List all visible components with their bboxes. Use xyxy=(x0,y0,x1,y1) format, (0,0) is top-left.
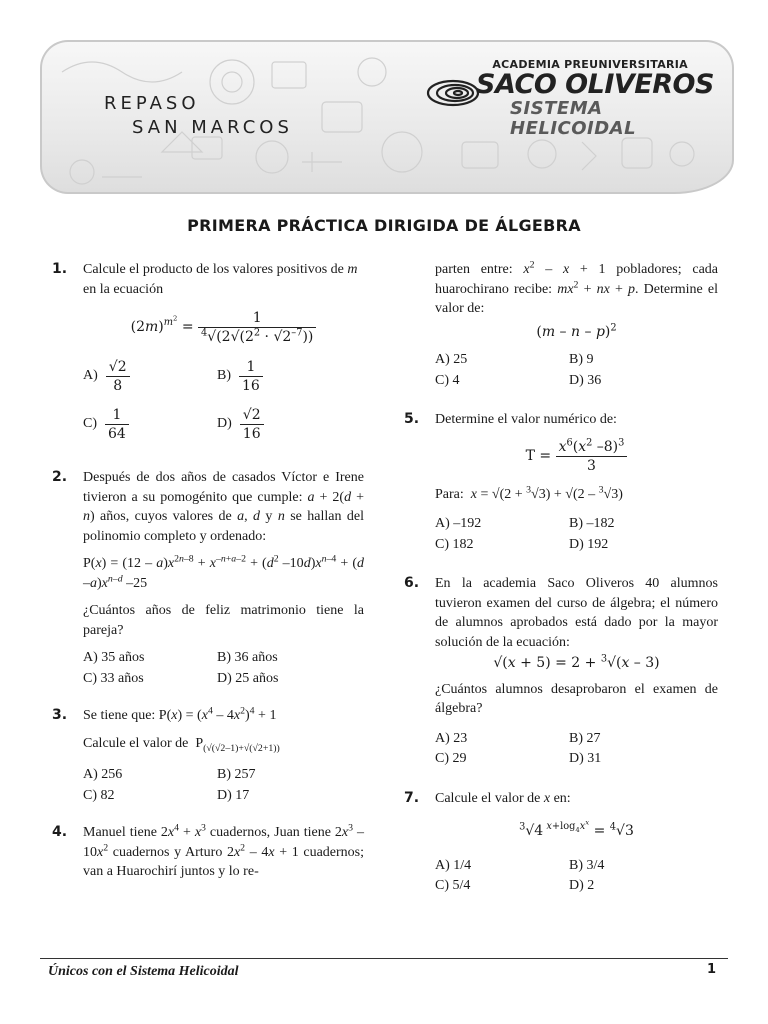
option-c[interactable]: C) $\frac{1}{64}$ xyxy=(83,406,217,443)
options-row xyxy=(83,352,364,400)
repaso-line1: REPASO xyxy=(104,93,200,114)
options xyxy=(435,856,718,896)
option-d[interactable]: D) 36 xyxy=(569,372,602,388)
question-text: Calcule el valor de x en: xyxy=(435,790,571,806)
question-prompt: ¿Cuántos alumnos desaprobaron el examen de álgebra? xyxy=(435,681,718,716)
question-number: 3. xyxy=(52,707,68,723)
page-title: PRIMERA PRÁCTICA DIRIGIDA DE ÁLGEBRA xyxy=(187,216,581,235)
option-c[interactable]: C) 4 xyxy=(435,372,460,388)
question-4-continued xyxy=(404,260,718,390)
option-a[interactable]: A) 23 xyxy=(435,730,468,746)
option-a[interactable]: A) $\frac{√2}{8}$ xyxy=(83,358,217,395)
options xyxy=(435,514,718,554)
left-column xyxy=(52,260,364,882)
option-a[interactable]: A) 35 años xyxy=(83,650,145,665)
option-d[interactable]: D) 25 años xyxy=(217,670,279,686)
options xyxy=(83,648,364,688)
option-b[interactable]: B) 9 xyxy=(569,352,594,367)
option-b[interactable]: B) –182 xyxy=(569,516,615,531)
option-c[interactable]: C) 182 xyxy=(435,536,474,552)
question-2 xyxy=(52,468,364,688)
equation: $(2m)^{m^2}$ = $\frac{1}{^4√(2√(2^2 \cdot √2^{-7}))}$ xyxy=(83,309,364,346)
academy-logo xyxy=(424,58,724,139)
option-c[interactable]: C) 33 años xyxy=(83,670,144,686)
question-5 xyxy=(404,410,718,554)
polynomial: $P(x) = (12 - a)x^{2n-8} + x^{-n+a-2} + (d^2$ $-10d)x^{n-4} + (d$ $-a)x^{n-d}$ –25 xyxy=(83,553,364,591)
question-6 xyxy=(404,574,718,769)
question-7 xyxy=(404,789,718,896)
equation: T = $\frac{x^6(x^2 -8)^3}{3}$ xyxy=(435,438,718,475)
question-text: Determine el valor numérico de: xyxy=(435,412,617,427)
option-d[interactable]: D) 17 xyxy=(217,787,250,803)
option-b[interactable]: B) 257 xyxy=(217,767,256,782)
repaso-heading xyxy=(104,92,293,140)
footer-divider xyxy=(40,958,728,959)
page-number: 1 xyxy=(706,962,716,977)
option-d[interactable]: D) 192 xyxy=(569,536,609,552)
option-a[interactable]: A) 256 xyxy=(83,767,123,782)
question-text: En la academia Saco Oliveros 40 alumnos tuvieron examen del curso de álgebra; el número de alumnos aprobados está dado por la mayor solución de la ecuación: xyxy=(435,576,718,650)
question-text: Calcule el producto de los valores positivos de m en la ecuación xyxy=(83,262,358,297)
question-prompt: ¿Cuántos años de feliz matrimonio tiene la pareja? xyxy=(83,603,364,638)
question-number: 6. xyxy=(404,575,420,591)
option-c[interactable]: C) 82 xyxy=(83,787,115,803)
repaso-line2: SAN MARCOS xyxy=(132,117,293,138)
logo-brand-text: SACO OLIVEROS xyxy=(476,69,714,100)
header-banner xyxy=(40,40,734,194)
option-b[interactable]: B) $\frac{1}{16}$ xyxy=(217,358,351,395)
options xyxy=(435,350,718,390)
options-row xyxy=(83,400,364,448)
question-subtext: Calcule el valor de $P_{(√(√2-1)+√(√2+1))}$ xyxy=(83,735,280,754)
question-text: parten entre: $x^2 - x + 1$ pobladores; cada huarochirano recibe: $mx^2$ + nx + p. Determine el valor de: xyxy=(435,259,718,316)
option-b[interactable]: B) 27 xyxy=(569,730,601,746)
question-text: Se tiene que: $P(x) = (x^4 - 4x^2)^4 + 1$ xyxy=(83,705,277,723)
equation: $^3$√4 $^{x+log_4x^x}$ = $^4$√3 xyxy=(519,819,634,839)
options xyxy=(83,765,364,805)
question-4 xyxy=(52,823,364,882)
option-b[interactable]: B) 3/4 xyxy=(569,857,605,873)
expression: (m – n – p)$^2$ xyxy=(536,321,617,340)
option-a[interactable]: A) –192 xyxy=(435,516,482,531)
question-number: 4. xyxy=(52,824,68,840)
question-text: Después de dos años de casados Víctor e Irene tivieron a su pomogénito que cumple: a + 2(d + n) años, cuyos valores de a, d y n se hallan del polinomio completo y ordenado: xyxy=(83,470,364,544)
option-d[interactable]: D) $\frac{√2}{16}$ xyxy=(217,406,351,443)
options xyxy=(435,729,718,769)
option-d[interactable]: D) 31 xyxy=(569,751,602,766)
option-a[interactable]: A) 1/4 xyxy=(435,857,472,873)
question-number: 7. xyxy=(404,789,420,806)
option-d[interactable]: D) 2 xyxy=(569,878,595,893)
option-b[interactable]: B) 36 años xyxy=(217,650,278,665)
footer-text: Únicos con el Sistema Helicoidal xyxy=(48,964,239,979)
question-3 xyxy=(52,706,364,805)
condition: Para: x = √(2 + $^3$√3) + √(2 – $^3$√3) xyxy=(435,483,623,502)
question-text: Manuel tiene $2x^4 + x^3$ cuadernos, Juan tiene $2x^3 - 10x^2$ cuadernos y Arturo $2x^2 - 4x + 1$ cuadernos; van a Huarochirí juntos y lo re- xyxy=(83,822,364,879)
question-number: 5. xyxy=(404,411,420,427)
option-a[interactable]: A) 25 xyxy=(435,352,468,367)
equation: √(x + 5) = 2 + $^3$√(x – 3) xyxy=(493,653,660,671)
question-number: 2. xyxy=(52,469,68,485)
option-c[interactable]: C) 5/4 xyxy=(435,878,471,893)
question-number: 1. xyxy=(52,261,68,277)
swirl-logo-icon xyxy=(426,78,480,108)
logo-top-text: ACADEMIA PREUNIVERSITARIA xyxy=(492,58,688,71)
option-c[interactable]: C) 29 xyxy=(435,751,467,766)
question-1 xyxy=(52,260,364,448)
right-column xyxy=(404,260,718,896)
logo-sub-text: SISTEMA HELICOIDAL xyxy=(510,98,637,139)
